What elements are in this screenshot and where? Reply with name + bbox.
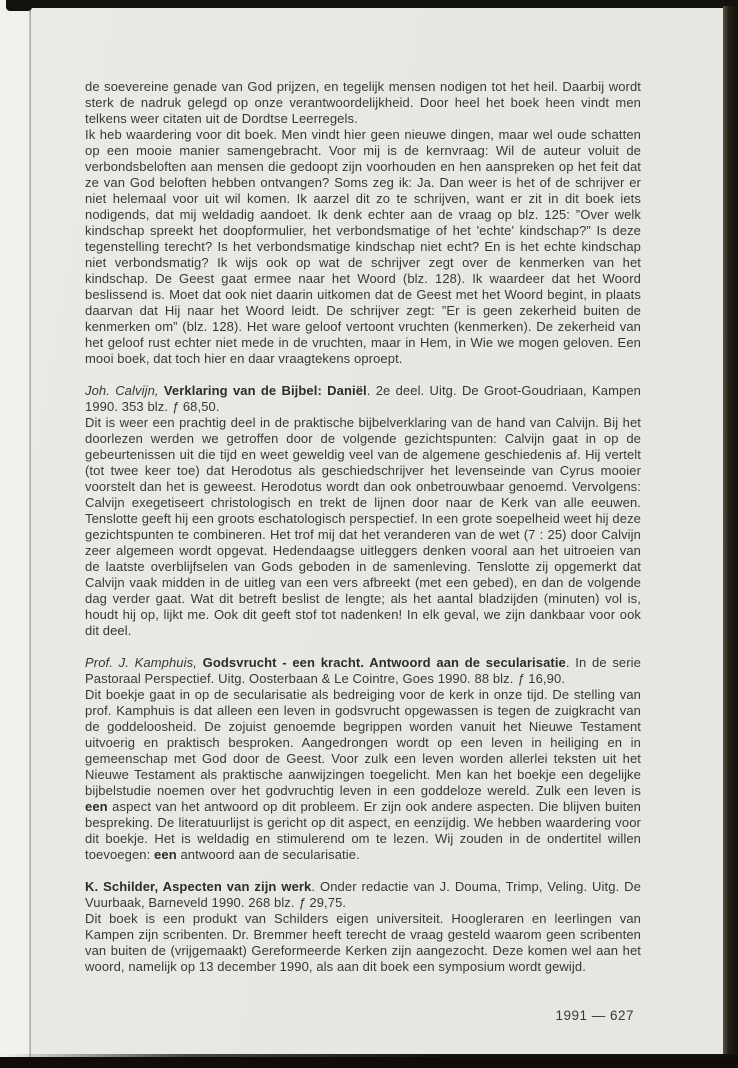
text-run: de soevereine genade van God prijzen, en tegelijk mensen nodigen tot het heil. Daarbij wordt sterk de nadruk gelegd op onze verantwoordelijkheid. Door heel het boek heen vindt men telkens weer citaten uit de Dordtse Leerregels. [85, 79, 641, 126]
scan-edge-top [22, 0, 738, 8]
review-citation-schilder [85, 879, 641, 911]
text-run: Dit boekje gaat in op de secularisatie als bedreiging voor de kerk in onze tijd. De stelling van prof. Kamphuis is dat alleen een leven in godsvrucht opgewassen is tegen de zuigkracht van de goddeloosheid. De zojuist genoemde begrippen worden vanuit het Nieuwe Testament uitvoerig en praktisch besproken. Aangedrongen wordt op een leven in heiliging en in gemeenschap met God door de Geest. Voor zulk een leven worden allerlei teksten uit het Nieuwe Testament als praktische aanwijzingen toegelicht. Men kan het boekje een degelijke bijbelstudie noemen over het godvruchtig leven in een goddeloze wereld. Zulk een leven is [85, 687, 641, 798]
text-run: een [154, 847, 177, 862]
text-run: een [85, 799, 108, 814]
text-run: 68,50. [179, 399, 220, 414]
text-run: Prof. J. Kamphuis, [85, 655, 197, 670]
text-run: Dit boek is een produkt van Schilders eigen universiteit. Hoogleraren en leerlingen van Kampen zijn scribenten. Dr. Bremmer heeft terecht de vraag gesteld waarom geen scribenten van buiten de (vrijgemaakt) Gereformeerde Kerken zijn aangezocht. Deze komen wel aan het woord, namelijk op 13 december 1990, als aan dit boek een symposium wordt gewijd. [85, 911, 641, 974]
text-run: aspect van het antwoord op dit probleem. Er zijn ook andere aspecten. Die blijven buiten bespreking. De literatuurlijst is gericht op dit aspect, en eenzijdig. We hebben waardering voor dit boekje. Het is weldadig en stimulerend om te lezen. Wij zouden in de ondertitel willen toevoegen: [85, 799, 641, 862]
text-run: 29,75. [305, 895, 347, 910]
text-run: . In de serie Pastoraal Perspectief. Uitg. Oosterbaan & Le Cointre, Goes 1990. 88 blz. [85, 655, 642, 686]
intro-paragraph-appraisal [85, 127, 641, 367]
text-run: Joh. Calvijn, [85, 383, 159, 398]
scan-edge-top-left-corner [6, 0, 32, 11]
scan-edge-right [723, 6, 738, 1058]
text-run: antwoord aan de secularisatie. [176, 847, 360, 862]
page-fold-line [29, 8, 31, 1057]
review-citation-kamphuis [85, 655, 641, 687]
text-run: ƒ [171, 399, 180, 414]
page-number: 1991 — 627 [555, 1008, 634, 1023]
text-run: . 2e deel. Uitg. De Groot-Goudriaan, Kampen 1990. 353 blz. [85, 383, 641, 414]
text-run: Dit is weer een prachtig deel in de praktische bijbelverklaring van de hand van Calvijn. Bij het doorlezen werden we getroffen door de volgende gezichtspunten: Calvijn gaat in op de gebeurtenissen uit die tijd en weet geweldig veel van de algemene geschiedenis af. Hij vertelt (tot twee keer toe) dat Herodotus als geschiedschrijver het levenseinde van Cyrus mooier voorstelt dan het is geweest. Herodotus wordt dan ook onbetrouwbaar genoemd. Vervolgens: Calvijn exegetiseert christologisch en trekt de lijnen door naar de Kerk van alle eeuwen. Tenslotte geeft hij een groots eschatologisch perspectief. In een grote soepelheid weet hij deze gezichtspunten te combineren. Het trof mij dat het veranderen van de wet (7 : 25) door Calvijn zeer algemeen wordt opgevat. Hedendaagse uitleggers denken vooral aan het uitroeien van de laatste overblijfselen van Gods geboden in de samenleving. Tenslotte zij opgemerkt dat Calvijn vaak midden in de uitleg van een vers afbreekt (met een gebed), en dan de volgende dag verder gaat. Wat dit betreft beslist de lengte; als het aantal bladzijden (minuten) vol is, houdt hij op, lijkt me. Ook dit geeft stof tot nadenken! In elk geval, we zijn dankbaar voor ook dit deel. [85, 415, 641, 638]
review-body-calvijn [85, 415, 641, 639]
text-run: Verklaring van de Bijbel: Daniël [163, 383, 367, 398]
text-run: ƒ [298, 895, 306, 910]
page-text-column [85, 79, 641, 975]
text-run: 16,90. [524, 671, 566, 686]
review-citation-calvijn [85, 383, 641, 415]
page-edge-left-strip [0, 0, 29, 1057]
review-body-kamphuis [85, 687, 641, 863]
intro-paragraph-continued [85, 79, 641, 127]
text-run: Godsvrucht - een kracht. Antwoord aan de secularisatie [202, 655, 566, 670]
text-run: Ik heb waardering voor dit boek. Men vindt hier geen nieuwe dingen, maar wel oude schatten op een mooie manier samengebracht. Voor mij is de kernvraag: Wil de auteur voluit de verbondsbeloften aan mensen die gedoopt zijn voorhouden en hen aanspreken op het feit dat ze van God beloften hebben ontvangen? Soms zeg ik: Ja. Dan weer is het of de schrijver er niet helemaal voor uit wil komen. Ik aarzel dit zo te schrijven, want er zit in dit boek iets nodigends, dat mij weldadig aandoet. Ik denk echter aan de vraag op blz. 125: ”Over welk kindschap spreekt het doopformulier, het verbondsmatige of het 'echte' kindschap?” Is deze tegenstelling terecht? Is het verbondsmatige kindschap niet echt? En is het echte kindschap niet verbondsmatig? Ik wijs ook op wat de schrijver zegt over de kenmerken van het kindschap. De Geest gaat ermee naar het Woord (blz. 128). Ik waardeer dat het Woord beslissend is. Moet dat ook niet daarin uitkomen dat de Geest met het Woord begint, in plaats daarvan dat Hij naar het Woord leidt. De schrijver zegt: ”Er is geen zekerheid buiten de kenmerken om” (blz. 128). Het ware geloof vertoont vruchten (kenmerken). De zekerheid van het geloof rust echter niet mede in de vruchten, maar in Hem, in Wie we mogen geloven. Een mooi boek, dat toch hier en daar vraagtekens oproept. [85, 127, 641, 366]
text-run: K. Schilder, Aspecten van zijn werk [85, 879, 312, 894]
scan-edge-bottom [0, 1057, 738, 1068]
text-run: . Onder redactie van J. Douma, Trimp, Veling. Uitg. De Vuurbaak, Barneveld 1990. 268 blz. [85, 879, 641, 910]
text-run: ƒ [517, 671, 525, 686]
review-body-schilder [85, 911, 641, 975]
